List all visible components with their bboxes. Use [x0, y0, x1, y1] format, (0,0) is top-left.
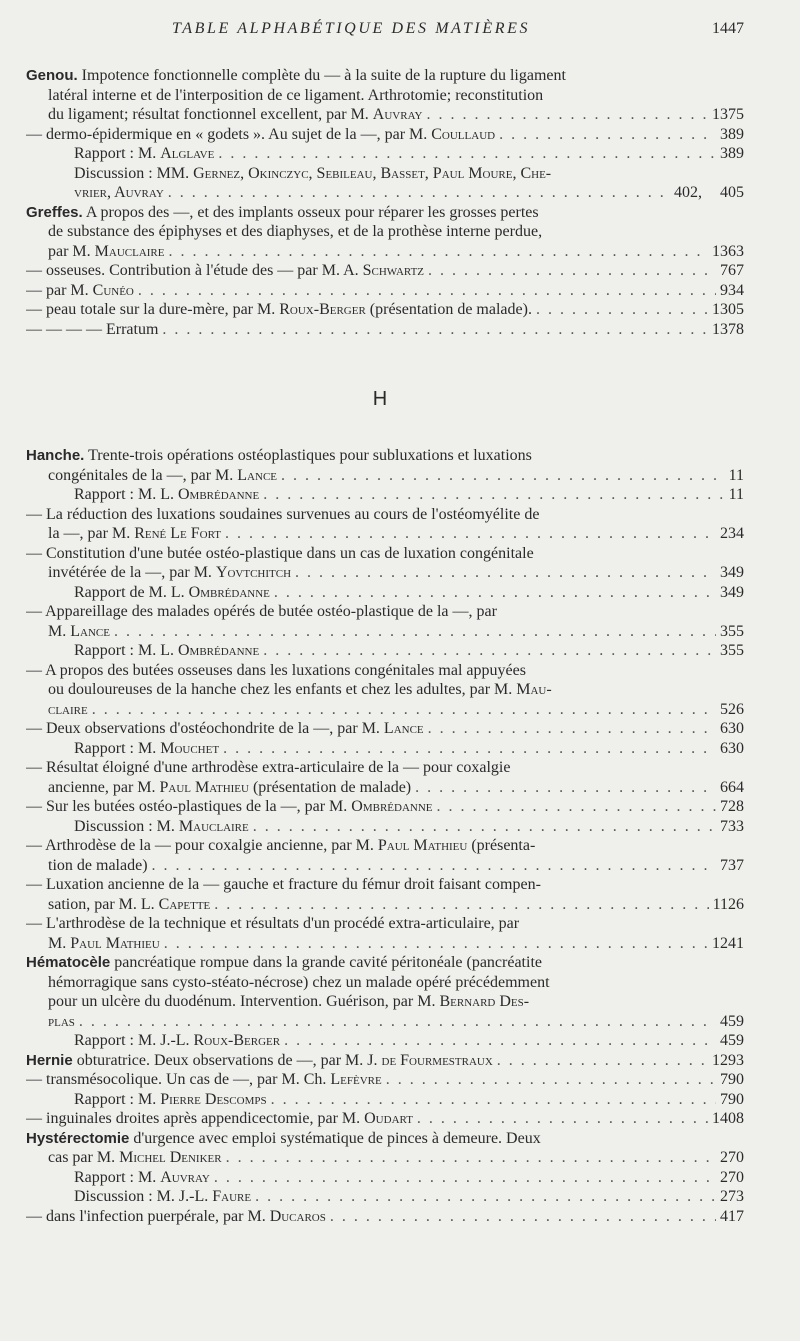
page-ref: 1375 [712, 106, 744, 123]
page-number: 1447 [712, 20, 744, 37]
page-ref: 526 [720, 700, 744, 718]
index-entry-genou: Genou. Impotence fonctionnelle complète du — à la suite de la rupture du ligament [26, 67, 566, 84]
leader-dots [428, 261, 716, 281]
index-entry-transmesocolique: — transmésocolique. Un cas de —, par M. Ch. Lefèvre . . . 790 [26, 1070, 744, 1090]
leader-dots [415, 778, 716, 798]
leader-dots [281, 466, 725, 486]
author-name: Schwartz [362, 262, 425, 279]
author-name: vrier, Auvray [74, 184, 164, 201]
index-entry-reduction: — La réduction des luxations soudaines survenues au cours de l'ostéomyélite de [26, 505, 540, 523]
leader-dots [168, 183, 670, 203]
index-entry-resultat: — Résultat éloigné d'une arthrodèse extra-articulaire de la — pour coxalgie [26, 759, 511, 776]
leader-dots [138, 281, 716, 301]
page-ref: 234 [720, 525, 744, 542]
index-entry-constitution: — Constitution d'une butée ostéo-plastique dans un cas de luxation congénitale [26, 544, 534, 562]
leader-dots [271, 1090, 716, 1110]
page-ref: 767 [720, 262, 744, 279]
leader-dots [295, 563, 716, 583]
author-name: Mauclaire [178, 817, 249, 835]
page-ref: 355 [720, 642, 744, 659]
index-subentry-rapport: Rapport : M. Alglave . . . 389 [26, 144, 744, 164]
author-name: Alglave [160, 145, 215, 162]
index-entry-greffes: Greffes. A propos des —, et des implants osseux pour réparer les grosses pertes [26, 203, 539, 221]
index-entry-hysterectomie: Hystérectomie d'urgence avec emploi systématique de pinces à demeure. Deux [26, 1129, 541, 1147]
page-ref: 1378 [712, 320, 744, 338]
headword: Hernie [26, 1051, 73, 1069]
index-entry-osteochondrite: — Deux observations d'ostéochondrite de la —, par M. Lance . . . 630 [26, 719, 744, 739]
author-name: Ducaros [269, 1207, 326, 1225]
page-ref: 355 [720, 622, 744, 640]
leader-dots [218, 144, 716, 164]
page-ref: 737 [720, 856, 744, 874]
running-title: TABLE ALPHABÉTIQUE DES MATIÈRES [172, 20, 531, 37]
index-subentry-rapport: Rapport : M. Mouchet . . . 630 [26, 739, 744, 759]
author-name: Paul Mathieu [70, 934, 160, 952]
index-subentry-rapport: Rapport de M. L. Ombrédanne . . . 349 [26, 583, 744, 603]
author-name: Auvray [160, 1168, 210, 1186]
author-name: Mau- [516, 681, 552, 698]
headword: Hystérectomie [26, 1129, 130, 1147]
author-name: Ombrédanne [178, 642, 260, 659]
leader-dots [214, 895, 708, 915]
leader-dots [114, 622, 716, 642]
index-entry-luxation: — Luxation ancienne de la — gauche et fracture du fémur droit faisant compen- [26, 876, 541, 893]
leader-dots [169, 242, 709, 262]
index-subentry-rapport: Rapport : M. Auvray . . . 270 [26, 1168, 744, 1188]
index-entry-osseuses: — osseuses. Contribution à l'étude des — par M. A. Schwartz . . . 767 [26, 261, 744, 281]
leader-dots [226, 1148, 716, 1168]
leader-dots [92, 700, 716, 720]
page-ref: 402, 405 [674, 184, 744, 201]
page-ref: 1305 [712, 301, 744, 318]
author-name: Lance [383, 720, 424, 737]
author-name: Ombrédanne [351, 798, 433, 815]
page-ref: 934 [720, 281, 744, 299]
leader-dots [417, 1109, 708, 1129]
page-ref: 630 [720, 720, 744, 737]
page-ref: 733 [720, 817, 744, 835]
leader-dots [263, 485, 724, 505]
index-subentry-rapport: Rapport : M. L. Ombrédanne . . . 355 [26, 641, 744, 661]
page-ref: 459 [720, 1032, 744, 1049]
leader-dots [162, 320, 708, 340]
page-ref: 389 [720, 145, 744, 162]
author-name: Gernez, Okinczyc, Sebileau, Basset, Paul Moure, Che- [193, 164, 552, 182]
page-ref: 270 [720, 1149, 744, 1166]
index-entry-hernie: Hernie obturatrice. Deux observations de —, par M. J. de Fourmestraux . . . 1293 [26, 1051, 744, 1071]
index-subentry-rapport: Rapport : M. L. Ombrédanne . . . 11 [26, 485, 744, 505]
author-name: Cunéo [92, 281, 134, 299]
page-ref: 1293 [712, 1051, 744, 1069]
page-ref: 1241 [712, 934, 744, 952]
index-subentry-discussion: Discussion : M. Mauclaire . . . 733 [26, 817, 744, 837]
author-name: plas [48, 1012, 75, 1030]
page-ref: 728 [720, 798, 744, 815]
page-ref: 1408 [712, 1110, 744, 1127]
author-name: Michel Deniker [119, 1149, 222, 1166]
author-name: Bernard Des- [439, 993, 530, 1010]
page-ref: 349 [720, 564, 744, 581]
leader-dots [253, 817, 716, 837]
page-ref: 11 [728, 466, 744, 484]
headword: Genou. [26, 67, 78, 84]
leader-dots [437, 797, 716, 817]
index-entry-butees: — A propos des butées osseuses dans les luxations congénitales mal appuyées [26, 661, 526, 679]
page-ref: 417 [720, 1207, 744, 1225]
leader-dots [79, 1012, 716, 1032]
page-ref: 1363 [712, 242, 744, 260]
author-name: Paul Mathieu [159, 778, 249, 796]
leader-dots [263, 641, 716, 661]
author-name: Faure [212, 1188, 252, 1205]
author-name: Mouchet [160, 739, 220, 757]
index-entry-erratum: — — — — Erratum . . . 1378 [26, 320, 744, 340]
headword: Greffes. [26, 203, 83, 221]
author-name: Lance [237, 466, 277, 484]
index-entry-inguinales: — inguinales droites après appendicectomie, par M. Oudart . . . 1408 [26, 1109, 744, 1129]
author-name: claire [48, 700, 88, 718]
leader-dots [426, 105, 708, 125]
headword: Hématocèle [26, 954, 111, 971]
page-ref: 790 [720, 1090, 744, 1108]
author-name: Oudart [364, 1110, 413, 1127]
author-name: Mauclaire [94, 242, 165, 260]
page-ref: 11 [728, 486, 744, 503]
leader-dots [255, 1187, 716, 1207]
page-ref: 273 [720, 1188, 744, 1205]
author-name: Coullaud [431, 125, 496, 143]
index-entry-hematocele: Hématocèle pancréatique rompue dans la grande cavité péritonéale (pancréatite [26, 954, 542, 971]
author-name: Roux-Berger [193, 1032, 281, 1049]
index-subentry-rapport: Rapport : M. J.-L. Roux-Berger . . . 459 [26, 1031, 744, 1051]
page-ref: 630 [720, 739, 744, 757]
author-name: René Le Fort [134, 525, 221, 542]
leader-dots [497, 1051, 708, 1071]
leader-dots [386, 1070, 716, 1090]
author-name: Ombrédanne [188, 583, 270, 601]
page-ref: 1126 [712, 895, 744, 913]
leader-dots [152, 856, 716, 876]
index-entry-peau: — peau totale sur la dure-mère, par M. Roux-Berger (présentation de malade). . . . 1305 [26, 300, 744, 320]
page-ref: 389 [720, 125, 744, 143]
section-letter: H [372, 388, 388, 410]
index-entry-dermo: — dermo-épidermique en « godets ». Au sujet de la —, par M. Coullaud . . . 389 [26, 125, 744, 145]
author-name: Capette [158, 895, 211, 913]
leader-dots [330, 1207, 716, 1227]
leader-dots [225, 524, 716, 544]
page-header [0, 20, 800, 44]
index-entry-sur-butees: — Sur les butées ostéo-plastiques de la —, par M. Ombrédanne . . . 728 [26, 797, 744, 817]
leader-dots [284, 1031, 716, 1051]
page-ref: 270 [720, 1168, 744, 1186]
author-name: de Fourmestraux [381, 1051, 493, 1069]
page-ref: 790 [720, 1071, 744, 1088]
author-name: Paul Mathieu [377, 837, 468, 854]
leader-dots [428, 719, 716, 739]
author-name: Roux-Berger [279, 301, 366, 318]
page-ref: 349 [720, 583, 744, 601]
leader-dots [214, 1168, 716, 1188]
author-name: Lefèvre [330, 1071, 382, 1088]
page-ref: 664 [720, 778, 744, 796]
author-name: Ombrédanne [178, 486, 260, 503]
author-name: Yovtchitch [215, 564, 292, 581]
section-g-entries: Genou. Impotence fonctionnelle complète du — à la suite de la rupture du ligament latéral interne et de l'interposition de ce ligament. Arthrotomie; reconstitution du ligament; résultat fonctionnel excellent, par M. Auvray . . . 1375 — dermo-épidermique en « godets ». Au sujet de la —, par M. Coullaud . . . 389 Rapport : M. Alglave . . . 389 Discussion : MM. Gernez, Okinczyc, Sebileau, Basset, Paul Moure, Che- vrier, Auvray . . . 402, 405 Greffes. A propos des —, et des implants osseux pour réparer les grosses pertes de substance des épiphyses et des diaphyses, et de la prothèse interne perdue, par M. Mauclaire . . . 1363 — osseuses. Contribution à l'étude des — par M. A. Schwartz . . . 767 — par M. Cunéo . . . 934 — peau totale sur la dure-mère, par M. Roux-Berger (présentation de malade). . . . 1305 — — — — Erratum . . . 1378 [26, 66, 744, 339]
section-h-entries: Hanche. Trente-trois opérations ostéoplastiques pour subluxations et luxations congénitales de la —, par M. Lance . . . 11 Rapport : M. L. Ombrédanne . . . 11 — La réduction des luxations soudaines survenues au cours de l'ostéomyélite de la —, par M. René Le Fort . . . 234 — Constitution d'une butée ostéo-plastique dans un cas de luxation congénitale invétérée de la —, par M. Yovtchitch . . . 349 Rapport de M. L. Ombrédanne . . . 349 — Appareillage des malades opérés de butée ostéo-plastique de la —, par M. Lance . . . 355 Rapport : M. L. Ombrédanne . . . 355 — A propos des butées osseuses dans les luxations congénitales mal appuyées ou douloureuses de la hanche chez les enfants et chez les adultes, par M. Mau- claire . . . 526 — Deux observations d'ostéochondrite de la —, par M. Lance . . . 630 Rapport : M. Mouchet . . . 630 — Résultat éloigné d'une arthrodèse extra-articulaire de la — pour coxalgie ancienne, par M. Paul Mathieu (présentation de malade) . . . 664 — Sur les butées ostéo-plastiques de la —, par M. Ombrédanne . . . 728 Discussion : M. Mauclaire . . . 733 — Arthrodèse de la — pour coxalgie ancienne, par M. Paul Mathieu (présenta- tion de malade) . . . 737 — Luxation ancienne de la — gauche et fracture du fémur droit faisant compen- sation, par M. L. Capette . . . 1126 — L'arthrodèse de la technique et résultats d'un procédé extra-articulaire, par M. Paul Mathieu . . . 1241 Hématocèle pancréatique rompue dans la grande cavité péritonéale (pancréatite hémorragique sans cysto-stéato-nécrose) chez un malade opéré précédemment pour un ulcère du duodénum. Intervention. Guérison, par M. Bernard Des- plas . . . 459 Rapport : M. J.-L. Roux-Berger . . . 459 Hernie obturatrice. Deux observations de —, par M. J. de Fourmestraux . . . 1293 — transmésocolique. Un cas de —, par M. Ch. Lefèvre . . . 790 Rapport : M. Pierre Descomps . . . 790 — inguinales droites après appendicectomie, par M. Oudart . . . 1408 Hystérectomie d'urgence avec emploi systématique de pinces à demeure. Deux cas par M. Michel Deniker . . . 270 Rapport : M. Auvray . . . 270 Discussion : M. J.-L. Faure . . . 273 — dans l'infection puerpérale, par M. Ducaros . . . 417 [26, 446, 744, 1226]
leader-dots [164, 934, 708, 954]
index-entry-puerperale: — dans l'infection puerpérale, par M. Ducaros . . . 417 [26, 1207, 744, 1227]
leader-dots [274, 583, 716, 603]
index-subentry-discussion: Discussion : MM. Gernez, Okinczyc, Sebileau, Basset, Paul Moure, Che- [74, 164, 552, 182]
author-name: Lance [70, 622, 110, 640]
index-entry-appareillage: — Appareillage des malades opérés de butée ostéo-plastique de la —, par [26, 603, 497, 620]
author-name: Auvray [372, 106, 423, 123]
leader-dots [223, 739, 716, 759]
index-entry-arthrodese: — Arthrodèse de la — pour coxalgie ancienne, par M. Paul Mathieu (présenta- [26, 837, 536, 854]
page-ref: 459 [720, 1012, 744, 1030]
leader-dots [499, 125, 716, 145]
index-entry-cuneo: — par M. Cunéo . . . 934 [26, 281, 744, 301]
index-entry-arthrodese-technique: — L'arthrodèse de la technique et résultats d'un procédé extra-articulaire, par [26, 915, 520, 932]
author-name: Pierre Descomps [160, 1090, 267, 1108]
leader-dots [536, 300, 708, 320]
index-entry-hanche: Hanche. Trente-trois opérations ostéoplastiques pour subluxations et luxations [26, 447, 532, 464]
index-subentry-discussion: Discussion : M. J.-L. Faure . . . 273 [26, 1187, 744, 1207]
headword: Hanche. [26, 447, 85, 464]
index-subentry-rapport: Rapport : M. Pierre Descomps . . . 790 [26, 1090, 744, 1110]
